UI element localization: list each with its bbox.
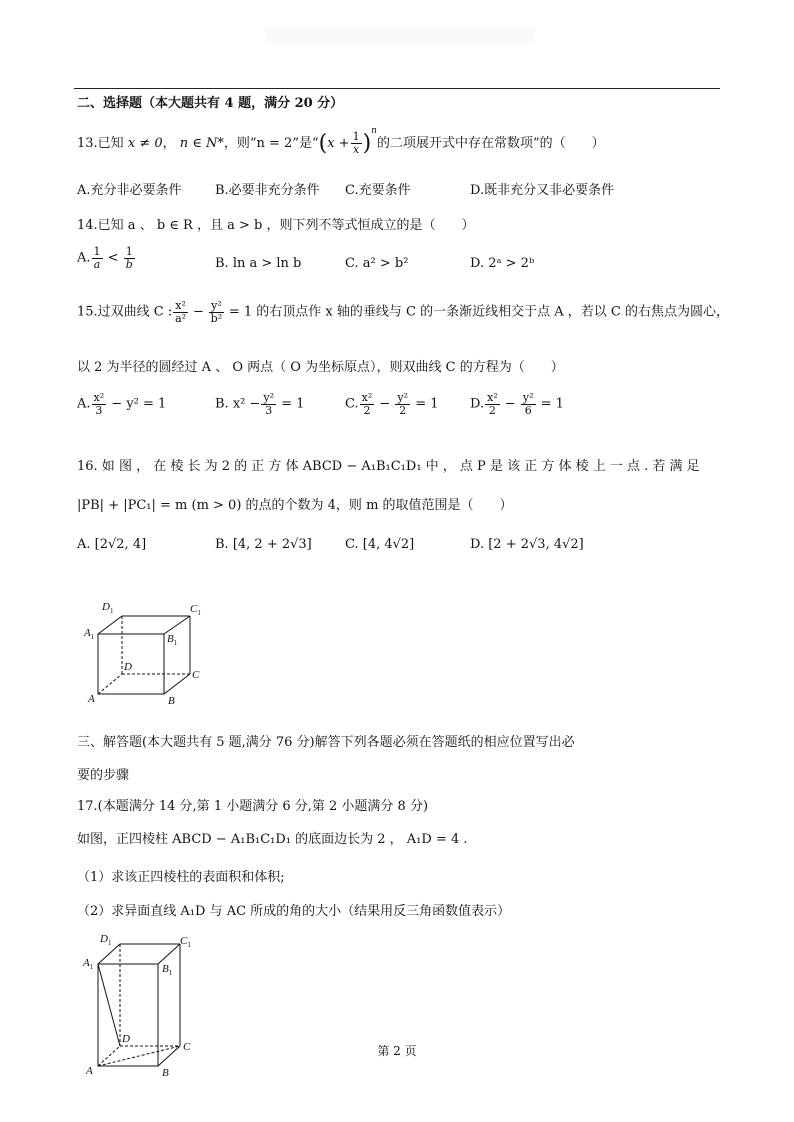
svg-text:D1: $D_1$: [102, 601, 114, 615]
q13-mid: ，则“n = 2”是“: [223, 136, 319, 151]
q15-option-b: B. x² − $\frac{\text{y²}}{3}$ = 1: [215, 391, 305, 417]
page-number: 第 2 页: [377, 1044, 417, 1058]
question-17-part1: （1）求该正四棱柱的表面积和体积;: [77, 870, 285, 885]
q13-cond1: x ≠ 0: [127, 136, 163, 151]
svg-text:B: B: [162, 1067, 169, 1079]
q13-fraction: $\frac{1}{x}$: [352, 130, 360, 156]
q14-option-a: A. $\frac{1}{a}$ < $\frac{1}{b}$: [77, 245, 133, 271]
q15-option-a: A. $\frac{\text{x²}}{3}$ − y² = 1: [77, 391, 167, 417]
q13-cond2: n ∈ N*: [179, 136, 224, 151]
question-13-stem: 13.已知 x ≠ 0， n ∈ N*，则“n = 2”是“(x + $\frac{1}{x}$ )$^n$的二项展开式中存在常数项”的（ ）: [77, 126, 605, 156]
svg-text:D: D: [122, 1033, 130, 1045]
question-17-head: 17.(本题满分 14 分,第 1 小题满分 6 分,第 2 小题满分 8 分): [77, 799, 429, 814]
section-3-line1: 三、解答题(本大题共有 5 题,满分 76 分)解答下列各题必须在答题纸的相应位置写出必: [77, 735, 575, 750]
header-bar: [265, 26, 535, 44]
q16-option-a: A. [2√2, 4]: [77, 537, 147, 552]
svg-text:B: B: [168, 695, 175, 707]
svg-text:A1: $A_1$: [83, 957, 94, 971]
q13-option-b: B.必要非充分条件: [215, 183, 320, 198]
question-15-line1: 15.过双曲线 C : $\frac{\text{x²}}{\text{a²}}$ − $\frac{\text{y²}}{\text{b²}}$ = 1 的右顶点作 x 轴的垂线与 C 的一条渐近线相交于点 A ，若以 C 的右焦点为圆心，: [77, 299, 729, 325]
q16-option-c: C. [4, 4√2]: [345, 537, 415, 552]
q13-expr-x: x +: [327, 136, 350, 151]
question-14-stem: 14.已知 a 、 b ∈ R ，且 a > b ，则下列不等式恒成立的是（ ）: [77, 218, 475, 233]
q14-option-b: B. ln a > ln b: [215, 256, 302, 271]
q13-option-a: A.充分非必要条件: [77, 183, 182, 198]
question-16-line2: |PB| + |PC₁| = m (m > 0) 的点的个数为 4，则 m 的取值范围是（ ）: [77, 498, 513, 513]
q13-option-d: D.既非充分又非必要条件: [470, 183, 615, 198]
q16-option-b: B. [4, 2 + 2√3]: [215, 537, 312, 552]
question-17-stem: 如图，正四棱柱 ABCD − A₁B₁C₁D₁ 的底面边长为 2 ， A₁D = 4 .: [77, 832, 468, 847]
question-15-line2: 以 2 为半径的圆经过 A 、 O 两点（ O 为坐标原点），则双曲线 C 的方程为（ ）: [77, 360, 564, 375]
q14-option-d: D. 2ᵃ > 2ᵇ: [470, 256, 535, 271]
svg-text:A: A: [86, 1065, 93, 1077]
q13-prefix: 13.已知: [77, 136, 124, 151]
svg-text:C1: $C_1$: [180, 935, 191, 949]
svg-text:C1: $C_1$: [190, 603, 201, 617]
header-rule: [74, 88, 720, 89]
q13-suffix: 的二项展开式中存在常数项”的（ ）: [376, 136, 605, 151]
svg-text:B1: $B_1$: [167, 633, 178, 647]
question-16-line1: 16. 如 图 ， 在 棱 长 为 2 的 正 方 体 ABCD − A₁B₁C₁D₁ 中 ， 点 P 是 该 正 方 体 棱 上 一 点 . 若 满 足: [77, 459, 700, 474]
question-17-part2: （2）求异面直线 A₁D 与 AC 所成的角的大小（结果用反三角函数值表示）: [77, 904, 511, 919]
q14-option-c: C. a² > b²: [345, 256, 409, 271]
q16-option-d: D. [2 + 2√3, 4√2]: [470, 537, 584, 552]
svg-text:B1: $B_1$: [162, 963, 173, 977]
q15-option-d: D. $\frac{\text{x²}}{2}$ − $\frac{\text{y²}}{6}$ = 1: [470, 391, 564, 417]
svg-text:D1: $D_1$: [100, 933, 112, 947]
svg-text:C: C: [183, 1041, 191, 1053]
svg-text:C: C: [192, 669, 200, 681]
svg-text:D: D: [124, 661, 132, 673]
cube-figure: [80, 598, 220, 710]
q13-option-c: C.充要条件: [345, 183, 411, 198]
q13-power: n: [371, 126, 377, 136]
svg-text:A1: $A_1$: [84, 627, 95, 641]
q15-option-c: C. $\frac{\text{x²}}{2}$ − $\frac{\text{y²}}{2}$ = 1: [345, 391, 439, 417]
section-3-line2: 要的步骤: [77, 768, 130, 783]
section-title: 二、选择题（本大题共有 4 题，满分 20 分）: [77, 96, 344, 111]
svg-text:A: A: [88, 693, 95, 705]
